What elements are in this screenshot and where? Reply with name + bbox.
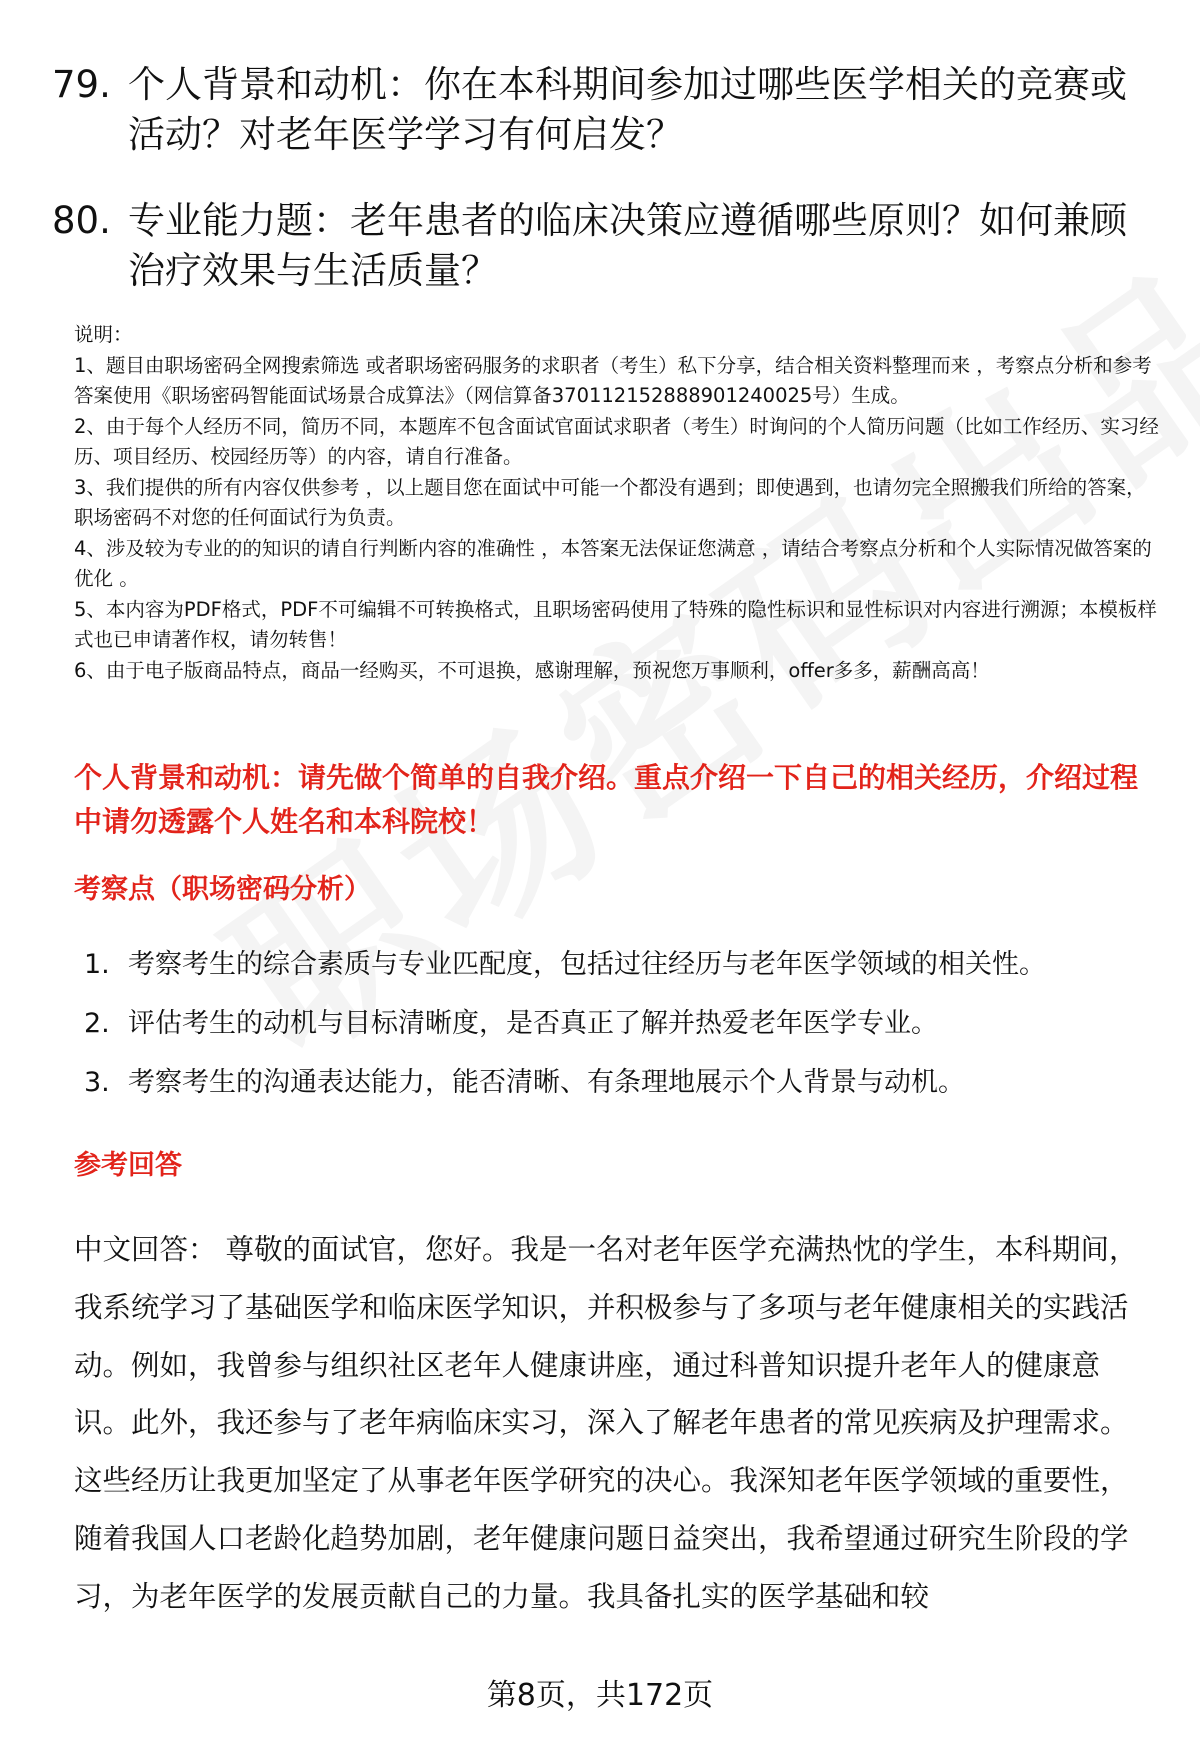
disclaimer-notes <box>74 320 1164 686</box>
list-item-text: 考察考生的沟通表达能力，能否清晰、有条理地展示个人背景与动机。 <box>128 1067 965 1098</box>
list-item <box>84 1063 1174 1122</box>
note-item: 2、由于每个人经历不同，简历不同，本题库不包含面试官面试求职者（考生）时询问的个人简历问题（比如工作经历、实习经历、项目经历、校园经历等）的内容，请自行准备。 <box>74 414 1159 468</box>
note-item: 6、由于电子版商品特点，商品一经购买，不可退换，感谢理解，预祝您万事顺利，offer多多，薪酬高高！ <box>74 658 990 682</box>
list-item <box>84 1004 1174 1063</box>
note-item: 1、题目由职场密码全网搜索筛选 或者职场密码服务的求职者（考生）私下分享，结合相关资料整理而来 ，考察点分析和参考答案使用《职场密码智能面试场景合成算法》（网信算备370112152888901240025号）生成。 <box>74 353 1152 407</box>
list-item-number: 3. <box>84 1067 110 1098</box>
list-item <box>84 945 1174 1004</box>
question-text: 个人背景和动机：你在本科期间参加过哪些医学相关的竞赛或活动？对老年医学学习有何启发？ <box>128 63 1127 156</box>
section-title-points: 考察点（职场密码分析） <box>74 874 371 905</box>
question-number: 79. <box>52 63 111 106</box>
list-item-number: 1. <box>84 949 110 980</box>
section-title-answer: 参考回答 <box>74 1150 182 1181</box>
question-79 <box>52 60 1152 160</box>
page-footer: 第8页，共172页 <box>486 1678 714 1713</box>
note-item: 5、本内容为PDF格式，PDF不可编辑不可转换格式，且职场密码使用了特殊的隐性标识和显性标识对内容进行溯源；本模板样式也已申请著作权，请勿转售！ <box>74 597 1157 651</box>
assessment-points-list <box>84 945 1174 1122</box>
notes-heading: 说明： <box>74 323 133 346</box>
note-item: 4、涉及较为专业的的知识的请自行判断内容的准确性 ，本答案无法保证您满意 ，请结合考察点分析和个人实际情况做答案的优化 。 <box>74 536 1152 590</box>
question-text: 专业能力题：老年患者的临床决策应遵循哪些原则？如何兼顾治疗效果与生活质量？ <box>128 199 1127 292</box>
featured-question: 个人背景和动机：请先做个简单的自我介绍。重点介绍一下自己的相关经历，介绍过程中请勿透露个人姓名和本科院校！ <box>74 761 1139 838</box>
list-item-number: 2. <box>84 1008 110 1039</box>
list-item-text: 考察考生的综合素质与专业匹配度，包括过往经历与老年医学领域的相关性。 <box>128 949 1046 980</box>
question-number: 80. <box>52 199 111 242</box>
reference-answer: 中文回答： 尊敬的面试官，您好。我是一名对老年医学充满热忱的学生，本科期间，我系统学习了基础医学和临床医学知识，并积极参与了多项与老年健康相关的实践活动。例如，我曾参与组织社区老年人健康讲座，通过科普知识提升老年人的健康意识。此外，我还参与了老年病临床实习，深入了解老年患者的常见疾病及护理需求。这些经历让我更加坚定了从事老年医学研究的决心。我深知老年医学领域的重要性，随着我国人口老龄化趋势加剧，老年健康问题日益突出，我希望通过研究生阶段的学习，为老年医学的发展贡献自己的力量。我具备扎实的医学基础和较 <box>74 1233 1138 1613</box>
question-80 <box>52 196 1152 296</box>
note-item: 3、我们提供的所有内容仅供参考 ，以上题目您在面试中可能一个都没有遇到；即使遇到，也请勿完全照搬我们所给的答案，职场密码不对您的任何面试行为负责。 <box>74 475 1146 529</box>
list-item-text: 评估考生的动机与目标清晰度，是否真正了解并热爱老年医学专业。 <box>128 1008 938 1039</box>
